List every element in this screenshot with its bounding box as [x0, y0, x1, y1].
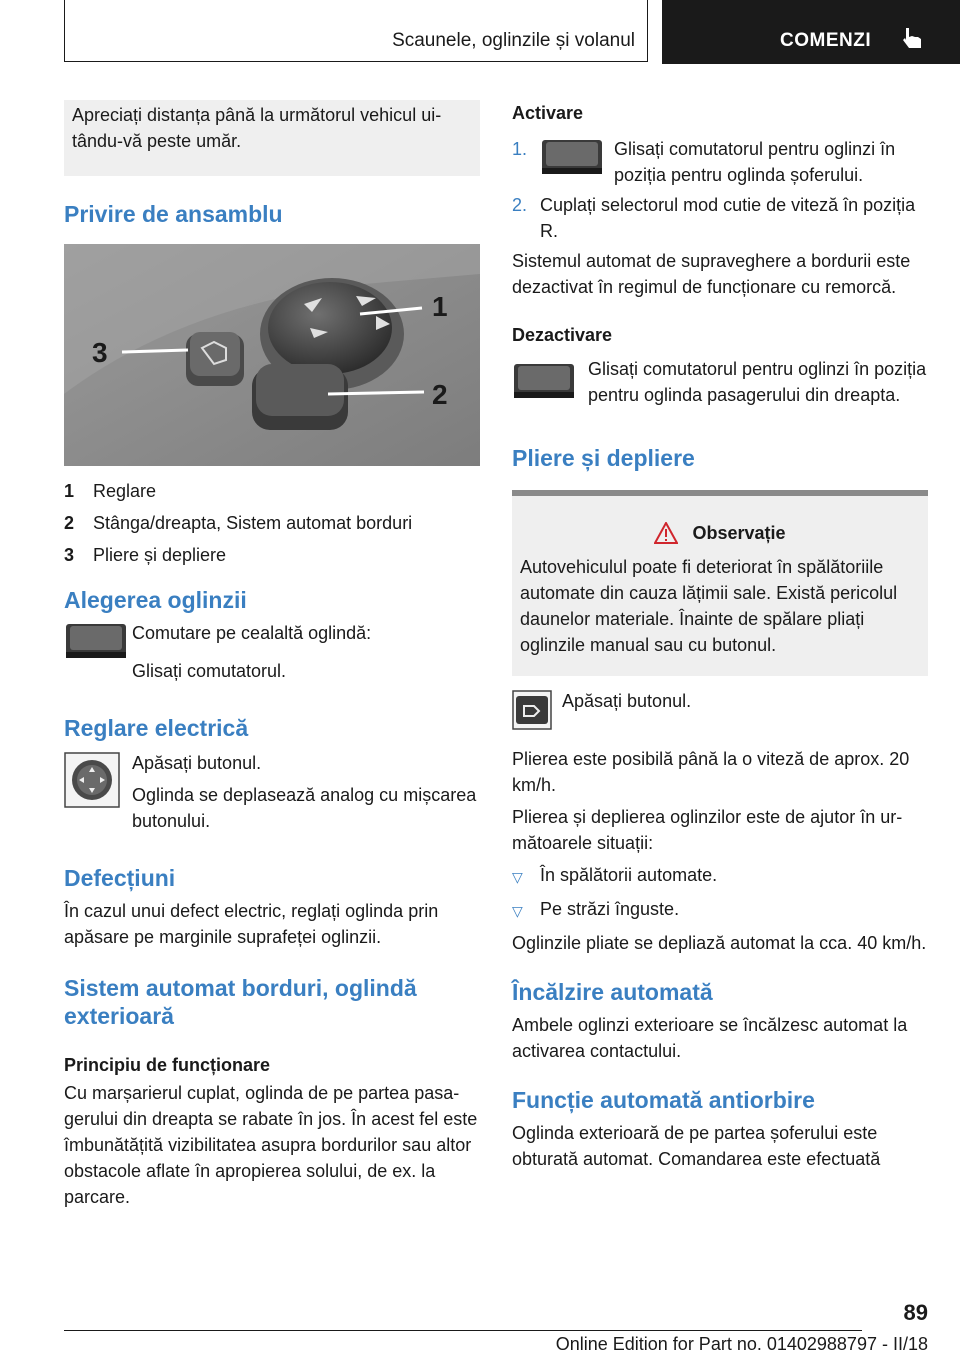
heating-heading: Încălzire automată [512, 979, 713, 1005]
step-item [512, 136, 928, 188]
legend-text: Stânga/dreapta, Sistem automat borduri [93, 513, 413, 533]
callout-3: 3 [92, 337, 108, 368]
mirror-controls-illustration [64, 244, 480, 466]
section-title-box [64, 0, 648, 62]
pointing-hand-icon [900, 26, 926, 52]
chapter-tab [662, 0, 960, 64]
legend-number: 1 [64, 481, 75, 501]
dimming-heading: Funcție automată antiorbire [512, 1087, 815, 1113]
curb-heading: Sistem automat borduri, oglindă exterioară [64, 975, 417, 1029]
callout-2: 2 [432, 379, 448, 410]
legend-number: 2 [64, 513, 75, 533]
select-mirror-heading: Alegerea oglinzii [64, 587, 247, 613]
electric-text-2: Oglinda se deplasează analog cu mișcarea butonului. [132, 785, 477, 831]
fold-mirror-button-icon [512, 690, 552, 730]
legend-text: Pliere și depliere [93, 545, 227, 565]
activate-steps [512, 136, 928, 244]
fold-text-3: Oglinzile pliate se depliază automat la cca. 40 km/h. [512, 933, 927, 953]
section-title: Scaunele, oglinzile și volanul [392, 30, 635, 51]
legend-item [64, 478, 480, 504]
fold-heading: Pliere și depliere [512, 445, 695, 471]
fold-text-1: Plierea este posibilă până la o viteză de aprox. 20 km/h. [512, 749, 910, 795]
triangle-bullet-icon: ▽ [512, 869, 523, 885]
deactivate-text: Glisați comutatorul pentru oglinzi în poziția pentru oglinda pasagerului din dreapta. [588, 359, 927, 405]
warning-triangle-icon [654, 522, 678, 544]
step-item [512, 192, 928, 244]
mirror-switch-icon [64, 620, 128, 660]
electric-text-1: Apăsați butonul. [132, 753, 262, 773]
photo-legend [64, 478, 480, 568]
mirror-switch-icon [540, 136, 604, 176]
list-item [512, 896, 928, 924]
callout-1: 1 [432, 291, 448, 322]
list-item-text: Pe străzi înguste. [540, 899, 680, 919]
heating-text: Ambele oglinzi exterioare se încălzesc automat la activarea contactului. [512, 1015, 908, 1061]
select-text-2: Glisați comutatorul. [132, 661, 287, 681]
step-text: Glisați comutatorul pentru oglinzi în poziția pentru oglinda șoferului. [614, 139, 896, 185]
page-header [64, 0, 960, 64]
deactivate-block [512, 356, 928, 408]
faults-text: În cazul unui defect electric, reglați oglinda prin apăsare pe marginile suprafeței oglinzii. [64, 901, 439, 947]
footer-divider [64, 1330, 862, 1331]
legend-item [64, 510, 480, 536]
activate-heading: Activare [512, 103, 584, 123]
triangle-bullet-icon: ▽ [512, 903, 523, 919]
warning-box [512, 490, 928, 676]
tip-note [64, 100, 480, 176]
legend-number: 3 [64, 545, 75, 565]
activate-note: Sistemul automat de supraveghere a bordurii este dezactivat în regimul de funcționare cu remorcă. [512, 251, 911, 297]
electric-adjust-block [64, 750, 480, 834]
overview-heading: Privire de ansamblu [64, 201, 283, 227]
fold-button-block [512, 690, 928, 730]
mirror-controls-photo [64, 244, 480, 466]
list-item-text: În spălătorii automate. [540, 865, 718, 885]
principle-heading: Principiu de funcționare [64, 1055, 271, 1075]
tip-text: Apreciați distanța până la următorul vehicul uitându-vă peste umăr. [72, 105, 442, 151]
warning-title-row [520, 520, 920, 546]
warning-text: Autovehiculul poate fi deteriorat în spălătoriile automate din cauza lățimii sale. Există pericolul daunelor materiale. Înainte de spălare pliați oglinzile manual sau cu butonul. [520, 557, 898, 655]
dimming-text: Oglinda exterioară de pe partea șoferului este obturată automat. Comandarea este efectuată [512, 1123, 881, 1169]
electric-adjust-heading: Reglare electrică [64, 715, 249, 741]
left-column [64, 100, 480, 1210]
step-number: 1. [512, 139, 528, 159]
page-number: 89 [903, 1300, 928, 1325]
select-mirror-block [64, 620, 480, 684]
deactivate-heading: Dezactivare [512, 325, 613, 345]
chapter-title: COMENZI [780, 30, 872, 51]
list-item [512, 862, 928, 890]
step-text: Cuplați selectorul mod cutie de viteză în poziția R. [540, 195, 916, 241]
fold-text-2: Plierea și deplierea oglinzilor este de ajutor în următoarele situații: [512, 807, 903, 853]
fold-press-text: Apăsați butonul. [562, 691, 692, 711]
legend-text: Reglare [93, 481, 157, 501]
joystick-button-icon [64, 752, 120, 808]
mirror-switch-icon [512, 360, 576, 400]
step-number: 2. [512, 195, 528, 215]
principle-text: Cu marșarierul cuplat, oglinda de pe partea pasagerului din dreapta se rabate în jos. În acest fel este îmbunătățită vizibilitatea asupra bordurilor sau altor obstacole aflate în apropierea solului, de ex. la parcare. [64, 1083, 478, 1207]
legend-item [64, 542, 480, 568]
warning-title: Observație [692, 523, 786, 543]
right-column [512, 100, 928, 1172]
faults-heading: Defecțiuni [64, 865, 176, 891]
select-text-1: Comutare pe cealaltă oglindă: [132, 623, 372, 643]
fold-situations-list [512, 862, 928, 924]
edition-note: Online Edition for Part no. 01402988797 - II/18 [555, 1334, 928, 1354]
